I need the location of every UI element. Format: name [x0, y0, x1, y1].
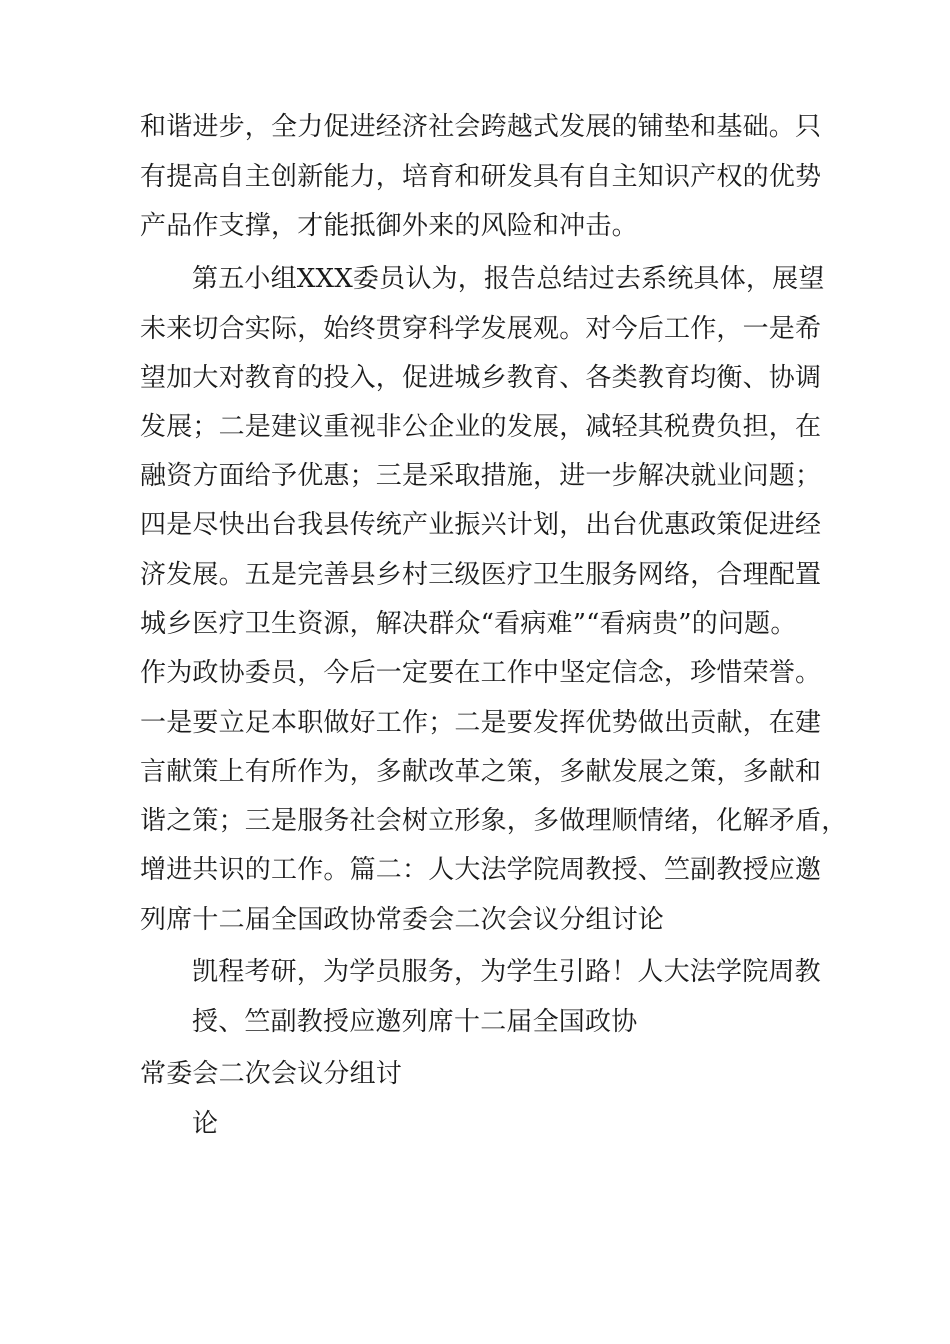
- text-line-9: 四是尽快出台我县传统产业振兴计划，出台优惠政策促进经: [140, 510, 822, 540]
- text-line-5: 未来切合实际，始终贯穿科学发展观。对今后工作，一是希: [140, 314, 822, 344]
- text-line-6: 望加大对教育的投入，促进城乡教育、各类教育均衡、协调: [140, 363, 822, 393]
- text-line-17: 列席十二届全国政协常委会二次会议分组讨论: [140, 905, 665, 935]
- text-line-18: 凯程考研，为学员服务，为学生引路！人大法学院周教: [192, 957, 821, 987]
- text-line-2: 有提高自主创新能力，培育和研发具有自主知识产权的优势: [140, 162, 822, 192]
- text-line-20: 常委会二次会议分组讨: [140, 1059, 403, 1089]
- text-line-12: 作为政协委员，今后一定要在工作中坚定信念，珍惜荣誉。: [140, 658, 822, 688]
- text-line-4: 第五小组XXX委员认为，报告总结过去系统具体，展望: [192, 264, 825, 294]
- text-line-3: 产品作支撑，才能抵御外来的风险和冲击。: [140, 211, 638, 241]
- text-line-10: 济发展。五是完善县乡村三级医疗卫生服务网络，合理配置: [140, 560, 822, 590]
- text-line-19: 授、竺副教授应邀列席十二届全国政协: [192, 1007, 638, 1037]
- text-line-14: 言献策上有所作为，多献改革之策，多献发展之策，多献和: [140, 757, 822, 787]
- text-line-13: 一是要立足本职做好工作；二是要发挥优势做出贡献，在建: [140, 708, 822, 738]
- text-line-15: 谐之策；三是服务社会树立形象，多做理顺情绪，化解矛盾，: [140, 806, 848, 836]
- text-line-21: 论: [192, 1109, 219, 1139]
- text-line-7: 发展；二是建议重视非公企业的发展，减轻其税费负担，在: [140, 412, 822, 442]
- text-line-8: 融资方面给予优惠；三是采取措施，进一步解决就业问题；: [140, 461, 822, 491]
- text-line-1: 和谐进步，全力促进经济社会跨越式发展的铺垫和基础。只: [140, 112, 822, 142]
- text-line-11: 城乡医疗卫生资源，解决群众“看病难”“看病贵”的问题。: [140, 609, 797, 639]
- text-line-16: 增进共识的工作。篇二：人大法学院周教授、竺副教授应邀: [140, 855, 822, 885]
